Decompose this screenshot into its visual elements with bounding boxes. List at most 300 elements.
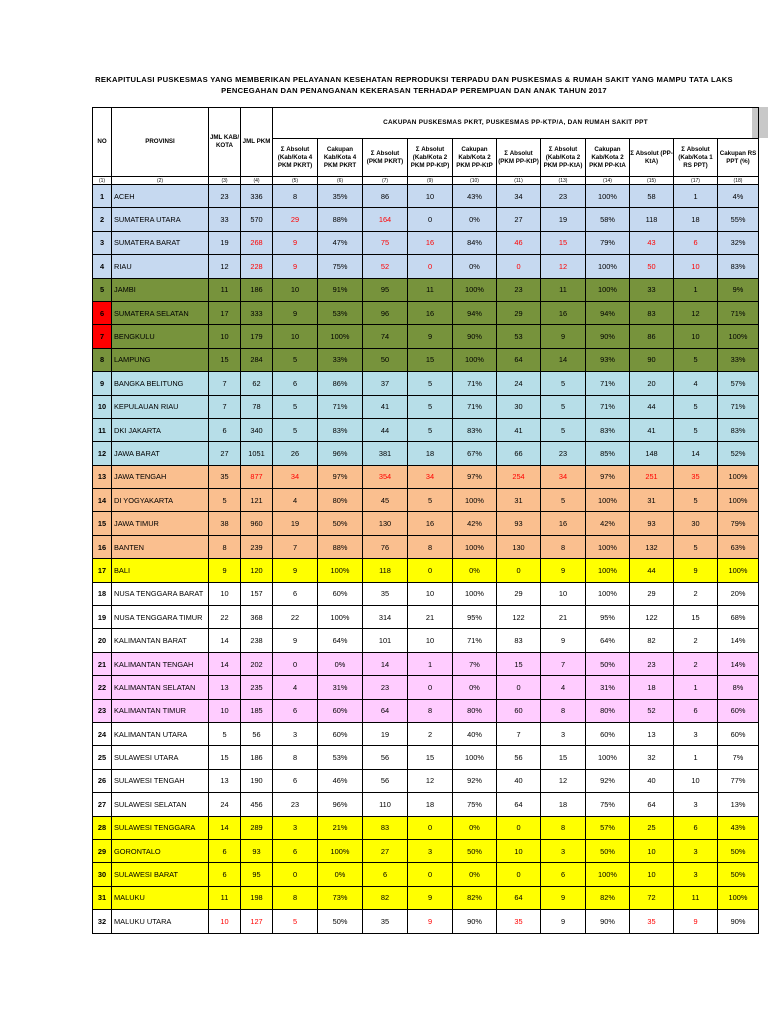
abs-pkm-ppktp: 40: [497, 769, 541, 792]
coverage-kab-ppkta: 93%: [586, 348, 630, 371]
abs-pkm-pkrt: 27: [363, 839, 408, 862]
province-name: GORONTALO: [112, 839, 209, 862]
abs-pkm-pkrt: 44: [363, 418, 408, 441]
kab-count: 35: [209, 465, 241, 488]
abs-kab-ppktp: 10: [408, 185, 453, 208]
abs-pkm-pkrt: 164: [363, 208, 408, 231]
coverage-kab-pkrt: 71%: [318, 395, 363, 418]
coverage-kab-ppkta: 82%: [586, 886, 630, 909]
abs-kab-pkrt: 5: [273, 395, 318, 418]
kab-count: 15: [209, 348, 241, 371]
abs-kab-pkrt: 3: [273, 816, 318, 839]
table-row: [93, 489, 759, 512]
column-number: (14): [586, 177, 630, 185]
abs-pkm-pkrt: 56: [363, 746, 408, 769]
table-row: [93, 606, 759, 629]
column-number: (6): [318, 177, 363, 185]
abs-kab-ppktp: 10: [408, 582, 453, 605]
abs-pkm-pkrt: 37: [363, 372, 408, 395]
coverage-kab-ppktp: 100%: [453, 582, 497, 605]
abs-ppkta: 10: [630, 839, 674, 862]
abs-pkm-ppktp: 0: [497, 676, 541, 699]
abs-kab-ppktp: 0: [408, 676, 453, 699]
coverage-rsppt: 43%: [718, 816, 759, 839]
province-name: SUMATERA BARAT: [112, 231, 209, 254]
table-row: [93, 910, 759, 933]
kab-count: 9: [209, 559, 241, 582]
abs-kab-ppktp: 16: [408, 301, 453, 324]
table-row: [93, 746, 759, 769]
coverage-rsppt: 71%: [718, 301, 759, 324]
coverage-kab-pkrt: 64%: [318, 629, 363, 652]
abs-pkm-pkrt: 45: [363, 489, 408, 512]
coverage-rsppt: 79%: [718, 512, 759, 535]
abs-ppkta: 52: [630, 699, 674, 722]
abs-pkm-pkrt: 96: [363, 301, 408, 324]
pkm-count: 62: [241, 372, 273, 395]
pkm-count: 121: [241, 489, 273, 512]
abs-kab-rsppt: 10: [674, 255, 718, 278]
abs-pkm-pkrt: 76: [363, 535, 408, 558]
abs-kab-ppkta: 23: [541, 442, 586, 465]
abs-ppkta: 251: [630, 465, 674, 488]
abs-pkm-ppktp: 64: [497, 348, 541, 371]
row-number: 29: [93, 839, 112, 862]
abs-kab-ppktp: 0: [408, 208, 453, 231]
province-name: KALIMANTAN TENGAH: [112, 652, 209, 675]
row-number: 11: [93, 418, 112, 441]
abs-pkm-ppktp: 83: [497, 629, 541, 652]
kab-count: 23: [209, 185, 241, 208]
province-name: KALIMANTAN UTARA: [112, 722, 209, 745]
province-name: SUMATERA SELATAN: [112, 301, 209, 324]
coverage-rsppt: 77%: [718, 769, 759, 792]
pkm-count: 268: [241, 231, 273, 254]
province-name: SULAWESI TENGAH: [112, 769, 209, 792]
column-number: (10): [453, 177, 497, 185]
kab-count: 27: [209, 442, 241, 465]
pkm-count: 78: [241, 395, 273, 418]
abs-kab-ppktp: 12: [408, 769, 453, 792]
abs-kab-rsppt: 3: [674, 793, 718, 816]
abs-kab-rsppt: 14: [674, 442, 718, 465]
coverage-rsppt: 100%: [718, 559, 759, 582]
coverage-rsppt: 60%: [718, 699, 759, 722]
abs-kab-ppktp: 3: [408, 839, 453, 862]
coverage-rsppt: 50%: [718, 863, 759, 886]
coverage-kab-ppktp: 90%: [453, 325, 497, 348]
kab-count: 14: [209, 652, 241, 675]
pkm-count: 235: [241, 676, 273, 699]
abs-kab-rsppt: 10: [674, 769, 718, 792]
coverage-kab-ppkta: 100%: [586, 582, 630, 605]
pkm-count: 239: [241, 535, 273, 558]
kab-count: 6: [209, 418, 241, 441]
abs-kab-ppkta: 8: [541, 816, 586, 839]
abs-kab-pkrt: 34: [273, 465, 318, 488]
abs-kab-ppkta: 34: [541, 465, 586, 488]
abs-pkm-pkrt: 314: [363, 606, 408, 629]
coverage-kab-ppktp: 40%: [453, 722, 497, 745]
abs-kab-rsppt: 9: [674, 559, 718, 582]
header-jml-kab: JML KAB/ KOTA: [209, 108, 241, 177]
pkm-count: 368: [241, 606, 273, 629]
column-number: (13): [541, 177, 586, 185]
province-name: DKI JAKARTA: [112, 418, 209, 441]
province-name: SULAWESI BARAT: [112, 863, 209, 886]
abs-kab-pkrt: 3: [273, 722, 318, 745]
pkm-count: 120: [241, 559, 273, 582]
abs-ppkta: 118: [630, 208, 674, 231]
coverage-kab-pkrt: 100%: [318, 839, 363, 862]
abs-ppkta: 83: [630, 301, 674, 324]
abs-kab-pkrt: 6: [273, 839, 318, 862]
pkm-count: 570: [241, 208, 273, 231]
province-name: SUMATERA UTARA: [112, 208, 209, 231]
coverage-kab-ppkta: 57%: [586, 816, 630, 839]
abs-pkm-pkrt: 64: [363, 699, 408, 722]
abs-kab-rsppt: 18: [674, 208, 718, 231]
table-row: [93, 863, 759, 886]
abs-pkm-ppktp: 27: [497, 208, 541, 231]
kab-count: 17: [209, 301, 241, 324]
coverage-kab-ppktp: 80%: [453, 699, 497, 722]
coverage-kab-ppktp: 0%: [453, 559, 497, 582]
coverage-rsppt: 4%: [718, 185, 759, 208]
abs-pkm-pkrt: 354: [363, 465, 408, 488]
pkm-count: 190: [241, 769, 273, 792]
abs-kab-pkrt: 9: [273, 231, 318, 254]
coverage-rsppt: 33%: [718, 348, 759, 371]
coverage-kab-pkrt: 88%: [318, 535, 363, 558]
coverage-kab-ppktp: 92%: [453, 769, 497, 792]
abs-kab-rsppt: 9: [674, 910, 718, 933]
row-number: 1: [93, 185, 112, 208]
coverage-kab-ppkta: 50%: [586, 839, 630, 862]
abs-pkm-ppktp: 34: [497, 185, 541, 208]
abs-ppkta: 40: [630, 769, 674, 792]
abs-ppkta: 35: [630, 910, 674, 933]
abs-ppkta: 10: [630, 863, 674, 886]
province-name: SULAWESI UTARA: [112, 746, 209, 769]
province-name: KALIMANTAN BARAT: [112, 629, 209, 652]
abs-pkm-pkrt: 14: [363, 652, 408, 675]
table-row: [93, 512, 759, 535]
kab-count: 11: [209, 278, 241, 301]
province-name: JAMBI: [112, 278, 209, 301]
pkm-count: 456: [241, 793, 273, 816]
table-row: [93, 325, 759, 348]
coverage-rsppt: 60%: [718, 722, 759, 745]
coverage-rsppt: 14%: [718, 629, 759, 652]
kab-count: 5: [209, 489, 241, 512]
column-number: (1): [93, 177, 112, 185]
kab-count: 8: [209, 535, 241, 558]
coverage-kab-ppkta: 92%: [586, 769, 630, 792]
abs-pkm-ppktp: 56: [497, 746, 541, 769]
row-number: 23: [93, 699, 112, 722]
coverage-kab-ppkta: 100%: [586, 489, 630, 512]
abs-pkm-pkrt: 82: [363, 886, 408, 909]
table-row: [93, 301, 759, 324]
coverage-kab-ppkta: 31%: [586, 676, 630, 699]
coverage-kab-ppktp: 100%: [453, 489, 497, 512]
abs-kab-ppktp: 34: [408, 465, 453, 488]
table-row: [93, 559, 759, 582]
abs-kab-ppkta: 18: [541, 793, 586, 816]
header-c6: Cakupan Kab/Kota 4 PKM PKRT: [318, 139, 363, 177]
abs-kab-rsppt: 5: [674, 395, 718, 418]
abs-pkm-ppktp: 46: [497, 231, 541, 254]
header-c14: Cakupan Kab/Kota 2 PKM PP-KtA: [586, 139, 630, 177]
column-number: (11): [497, 177, 541, 185]
province-name: KALIMANTAN TIMUR: [112, 699, 209, 722]
abs-kab-pkrt: 10: [273, 325, 318, 348]
row-number: 2: [93, 208, 112, 231]
row-number: 7: [93, 325, 112, 348]
coverage-kab-pkrt: 21%: [318, 816, 363, 839]
abs-pkm-pkrt: 23: [363, 676, 408, 699]
pkm-count: 157: [241, 582, 273, 605]
abs-ppkta: 86: [630, 325, 674, 348]
abs-kab-pkrt: 7: [273, 535, 318, 558]
header-c10: Cakupan Kab/Kota 2 PKM PP-KtP: [453, 139, 497, 177]
pkm-count: 284: [241, 348, 273, 371]
abs-kab-ppkta: 3: [541, 839, 586, 862]
abs-kab-rsppt: 12: [674, 301, 718, 324]
coverage-kab-ppkta: 100%: [586, 863, 630, 886]
abs-kab-pkrt: 23: [273, 793, 318, 816]
column-number: (5): [273, 177, 318, 185]
row-number: 17: [93, 559, 112, 582]
kab-count: 10: [209, 910, 241, 933]
coverage-rsppt: 20%: [718, 582, 759, 605]
abs-ppkta: 31: [630, 489, 674, 512]
abs-kab-ppkta: 8: [541, 535, 586, 558]
abs-kab-rsppt: 4: [674, 372, 718, 395]
abs-pkm-ppktp: 64: [497, 886, 541, 909]
province-name: JAWA TIMUR: [112, 512, 209, 535]
coverage-kab-ppkta: 71%: [586, 372, 630, 395]
kab-count: 5: [209, 722, 241, 745]
kab-count: 7: [209, 395, 241, 418]
table-row: [93, 418, 759, 441]
province-name: BALI: [112, 559, 209, 582]
abs-kab-pkrt: 4: [273, 676, 318, 699]
coverage-kab-ppkta: 100%: [586, 185, 630, 208]
abs-kab-ppktp: 15: [408, 348, 453, 371]
province-name: MALUKU UTARA: [112, 910, 209, 933]
abs-kab-rsppt: 11: [674, 886, 718, 909]
abs-kab-ppktp: 5: [408, 372, 453, 395]
coverage-rsppt: 100%: [718, 886, 759, 909]
coverage-rsppt: 52%: [718, 442, 759, 465]
coverage-rsppt: 100%: [718, 325, 759, 348]
abs-kab-rsppt: 5: [674, 418, 718, 441]
table-row: [93, 231, 759, 254]
abs-kab-pkrt: 9: [273, 255, 318, 278]
province-name: BANTEN: [112, 535, 209, 558]
abs-kab-ppktp: 18: [408, 793, 453, 816]
coverage-kab-ppkta: 90%: [586, 325, 630, 348]
row-number: 15: [93, 512, 112, 535]
abs-kab-ppkta: 8: [541, 699, 586, 722]
abs-pkm-pkrt: 130: [363, 512, 408, 535]
abs-pkm-ppktp: 0: [497, 559, 541, 582]
coverage-kab-ppktp: 7%: [453, 652, 497, 675]
abs-pkm-ppktp: 35: [497, 910, 541, 933]
coverage-kab-pkrt: 100%: [318, 559, 363, 582]
coverage-kab-pkrt: 75%: [318, 255, 363, 278]
abs-kab-ppkta: 16: [541, 512, 586, 535]
abs-kab-ppkta: 5: [541, 372, 586, 395]
coverage-kab-pkrt: 60%: [318, 582, 363, 605]
abs-kab-rsppt: 10: [674, 325, 718, 348]
kab-count: 14: [209, 816, 241, 839]
abs-kab-rsppt: 6: [674, 231, 718, 254]
coverage-kab-ppktp: 0%: [453, 676, 497, 699]
abs-kab-ppktp: 5: [408, 489, 453, 512]
header-c15: Σ Absolut (PP-KtA): [630, 139, 674, 177]
abs-ppkta: 29: [630, 582, 674, 605]
coverage-kab-ppkta: 80%: [586, 699, 630, 722]
abs-ppkta: 33: [630, 278, 674, 301]
abs-kab-ppkta: 21: [541, 606, 586, 629]
abs-ppkta: 20: [630, 372, 674, 395]
pkm-count: 185: [241, 699, 273, 722]
abs-pkm-pkrt: 118: [363, 559, 408, 582]
abs-kab-ppktp: 1: [408, 652, 453, 675]
abs-kab-ppktp: 18: [408, 442, 453, 465]
coverage-kab-ppkta: 79%: [586, 231, 630, 254]
abs-kab-ppktp: 9: [408, 910, 453, 933]
abs-kab-rsppt: 1: [674, 185, 718, 208]
abs-kab-ppktp: 2: [408, 722, 453, 745]
abs-kab-ppktp: 5: [408, 395, 453, 418]
abs-kab-ppkta: 10: [541, 582, 586, 605]
table-row: [93, 442, 759, 465]
header-c17: Σ Absolut (Kab/Kota 1 RS PPT): [674, 139, 718, 177]
header-c9: Σ Absolut (Kab/Kota 2 PKM PP-KtP): [408, 139, 453, 177]
coverage-kab-pkrt: 53%: [318, 746, 363, 769]
row-number: 22: [93, 676, 112, 699]
abs-kab-pkrt: 10: [273, 278, 318, 301]
column-number: (17): [674, 177, 718, 185]
abs-kab-rsppt: 6: [674, 699, 718, 722]
abs-kab-rsppt: 30: [674, 512, 718, 535]
province-name: LAMPUNG: [112, 348, 209, 371]
pkm-count: 202: [241, 652, 273, 675]
coverage-rsppt: 63%: [718, 535, 759, 558]
abs-pkm-pkrt: 110: [363, 793, 408, 816]
coverage-kab-pkrt: 0%: [318, 863, 363, 886]
row-number: 21: [93, 652, 112, 675]
abs-kab-ppktp: 16: [408, 231, 453, 254]
coverage-kab-pkrt: 60%: [318, 722, 363, 745]
abs-kab-ppkta: 9: [541, 629, 586, 652]
row-number: 30: [93, 863, 112, 886]
kab-count: 10: [209, 699, 241, 722]
abs-kab-rsppt: 2: [674, 652, 718, 675]
row-number: 14: [93, 489, 112, 512]
abs-ppkta: 50: [630, 255, 674, 278]
header-provinsi: PROVINSI: [112, 108, 209, 177]
abs-ppkta: 44: [630, 395, 674, 418]
table-row: [93, 582, 759, 605]
coverage-kab-pkrt: 47%: [318, 231, 363, 254]
table-row: [93, 652, 759, 675]
coverage-kab-pkrt: 50%: [318, 512, 363, 535]
header-c13: Σ Absolut (Kab/Kota 2 PKM PP-KtA): [541, 139, 586, 177]
table-row: [93, 793, 759, 816]
abs-kab-ppktp: 9: [408, 325, 453, 348]
row-number: 8: [93, 348, 112, 371]
coverage-kab-ppkta: 100%: [586, 278, 630, 301]
kab-count: 10: [209, 582, 241, 605]
abs-ppkta: 13: [630, 722, 674, 745]
abs-ppkta: 25: [630, 816, 674, 839]
pkm-count: 340: [241, 418, 273, 441]
coverage-kab-pkrt: 50%: [318, 910, 363, 933]
coverage-kab-ppktp: 71%: [453, 395, 497, 418]
row-number: 28: [93, 816, 112, 839]
coverage-rsppt: 8%: [718, 676, 759, 699]
abs-kab-rsppt: 1: [674, 278, 718, 301]
kab-count: 6: [209, 839, 241, 862]
kab-count: 19: [209, 231, 241, 254]
table-row: [93, 372, 759, 395]
kab-count: 38: [209, 512, 241, 535]
abs-kab-ppktp: 0: [408, 255, 453, 278]
abs-kab-ppktp: 8: [408, 699, 453, 722]
coverage-kab-ppktp: 84%: [453, 231, 497, 254]
abs-kab-ppktp: 16: [408, 512, 453, 535]
table-row: [93, 886, 759, 909]
coverage-kab-ppktp: 71%: [453, 372, 497, 395]
coverage-kab-ppkta: 75%: [586, 793, 630, 816]
kab-count: 13: [209, 676, 241, 699]
coverage-kab-ppktp: 67%: [453, 442, 497, 465]
coverage-kab-ppkta: 90%: [586, 910, 630, 933]
header-c5: Σ Absolut (Kab/Kota 4 PKM PKRT): [273, 139, 318, 177]
header-jml-pkm: JML PKM: [241, 108, 273, 177]
province-name: SULAWESI TENGGARA: [112, 816, 209, 839]
abs-pkm-pkrt: 75: [363, 231, 408, 254]
pkm-count: 186: [241, 278, 273, 301]
coverage-kab-ppkta: 100%: [586, 255, 630, 278]
header-c7: Σ Absolut (PKM PKRT): [363, 139, 408, 177]
abs-kab-ppkta: 6: [541, 863, 586, 886]
abs-kab-pkrt: 9: [273, 301, 318, 324]
coverage-kab-ppktp: 94%: [453, 301, 497, 324]
abs-kab-rsppt: 3: [674, 722, 718, 745]
coverage-rsppt: 100%: [718, 465, 759, 488]
pkm-count: 56: [241, 722, 273, 745]
abs-kab-pkrt: 6: [273, 372, 318, 395]
abs-kab-pkrt: 9: [273, 629, 318, 652]
abs-kab-pkrt: 6: [273, 582, 318, 605]
province-name: BANGKA BELITUNG: [112, 372, 209, 395]
abs-pkm-pkrt: 52: [363, 255, 408, 278]
province-name: NUSA TENGGARA BARAT: [112, 582, 209, 605]
coverage-kab-pkrt: 86%: [318, 372, 363, 395]
coverage-kab-pkrt: 73%: [318, 886, 363, 909]
coverage-kab-ppktp: 97%: [453, 465, 497, 488]
kab-count: 24: [209, 793, 241, 816]
abs-kab-ppkta: 12: [541, 769, 586, 792]
report-title-line-1: REKAPITULASI PUSKESMAS YANG MEMBERIKAN PELAYANAN KESEHATAN REPRODUKSI TERPADU DAN PUSKESMAS & RUMAH SAKIT YANG MAMPU TATA LAKS: [95, 75, 733, 84]
coverage-rsppt: 50%: [718, 839, 759, 862]
